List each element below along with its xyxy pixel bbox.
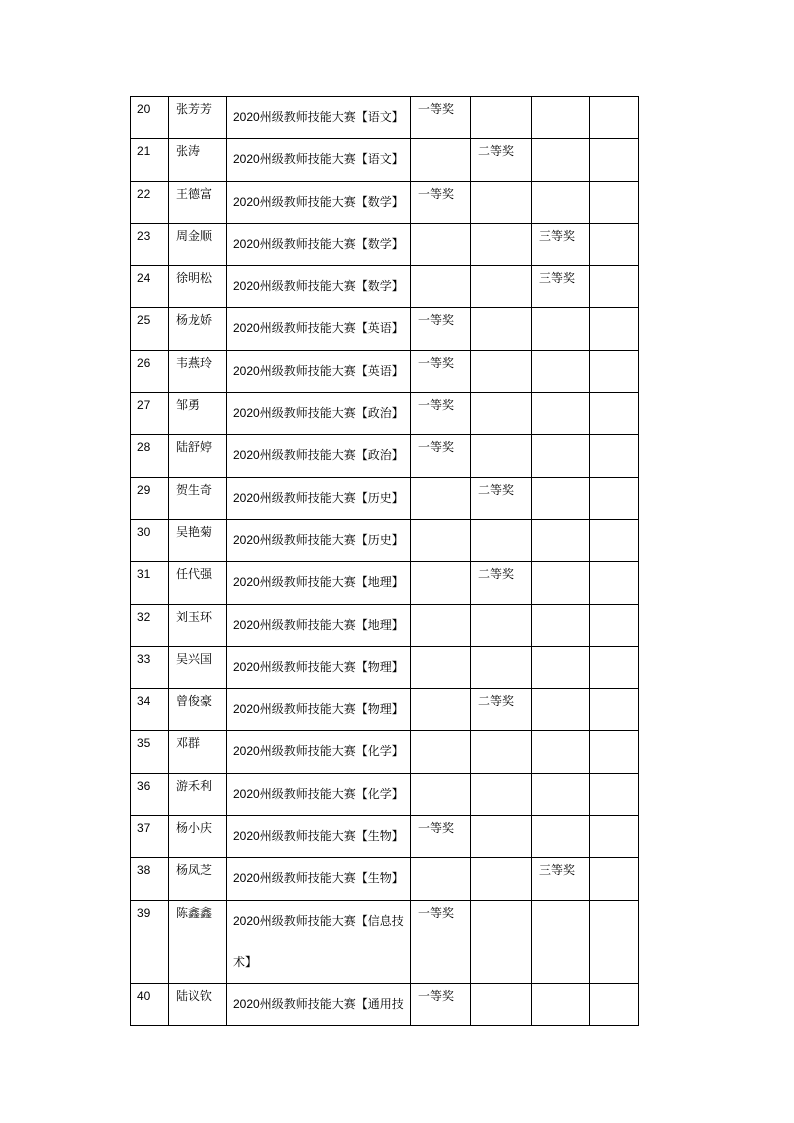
teacher-name-cell: 刘玉环 bbox=[169, 604, 227, 646]
blank-cell bbox=[590, 689, 639, 731]
row-number-cell: 32 bbox=[131, 604, 169, 646]
third-prize-cell bbox=[532, 97, 590, 139]
third-prize-cell bbox=[532, 393, 590, 435]
blank-cell bbox=[590, 181, 639, 223]
third-prize-cell bbox=[532, 646, 590, 688]
competition-event-cell: 2020州级教师技能大赛【生物】 bbox=[227, 858, 411, 900]
competition-event-cell: 2020州级教师技能大赛【数学】 bbox=[227, 223, 411, 265]
row-number-cell: 30 bbox=[131, 519, 169, 561]
competition-event-cell: 2020州级教师技能大赛【历史】 bbox=[227, 519, 411, 561]
table-row bbox=[131, 646, 639, 688]
first-prize-cell: 一等奖 bbox=[411, 393, 471, 435]
blank-cell bbox=[590, 519, 639, 561]
table-row bbox=[131, 900, 639, 983]
row-number-cell: 23 bbox=[131, 223, 169, 265]
second-prize-cell bbox=[471, 604, 532, 646]
third-prize-cell: 三等奖 bbox=[532, 223, 590, 265]
third-prize-cell bbox=[532, 816, 590, 858]
second-prize-cell: 二等奖 bbox=[471, 139, 532, 181]
row-number-cell: 40 bbox=[131, 983, 169, 1025]
teacher-name-cell: 任代强 bbox=[169, 562, 227, 604]
table-row bbox=[131, 139, 639, 181]
third-prize-cell bbox=[532, 139, 590, 181]
row-number-cell: 25 bbox=[131, 308, 169, 350]
first-prize-cell bbox=[411, 858, 471, 900]
table-row bbox=[131, 519, 639, 561]
third-prize-cell bbox=[532, 689, 590, 731]
third-prize-cell bbox=[532, 731, 590, 773]
row-number-cell: 39 bbox=[131, 900, 169, 983]
teacher-name-cell: 游禾利 bbox=[169, 773, 227, 815]
second-prize-cell bbox=[471, 435, 532, 477]
row-number-cell: 20 bbox=[131, 97, 169, 139]
third-prize-cell: 三等奖 bbox=[532, 266, 590, 308]
first-prize-cell bbox=[411, 689, 471, 731]
second-prize-cell bbox=[471, 350, 532, 392]
table-row bbox=[131, 223, 639, 265]
blank-cell bbox=[590, 223, 639, 265]
second-prize-cell bbox=[471, 858, 532, 900]
first-prize-cell: 一等奖 bbox=[411, 435, 471, 477]
teacher-name-cell: 周金顺 bbox=[169, 223, 227, 265]
table-row bbox=[131, 181, 639, 223]
table-row bbox=[131, 350, 639, 392]
blank-cell bbox=[590, 435, 639, 477]
row-number-cell: 37 bbox=[131, 816, 169, 858]
first-prize-cell bbox=[411, 139, 471, 181]
third-prize-cell bbox=[532, 350, 590, 392]
third-prize-cell bbox=[532, 773, 590, 815]
blank-cell bbox=[590, 731, 639, 773]
first-prize-cell bbox=[411, 519, 471, 561]
second-prize-cell: 二等奖 bbox=[471, 689, 532, 731]
third-prize-cell bbox=[532, 181, 590, 223]
blank-cell bbox=[590, 604, 639, 646]
third-prize-cell bbox=[532, 477, 590, 519]
table-row bbox=[131, 97, 639, 139]
third-prize-cell bbox=[532, 308, 590, 350]
competition-event-cell: 2020州级教师技能大赛【语文】 bbox=[227, 97, 411, 139]
table-row bbox=[131, 773, 639, 815]
first-prize-cell bbox=[411, 266, 471, 308]
second-prize-cell bbox=[471, 266, 532, 308]
table-row bbox=[131, 816, 639, 858]
third-prize-cell bbox=[532, 983, 590, 1025]
blank-cell bbox=[590, 308, 639, 350]
second-prize-cell bbox=[471, 308, 532, 350]
teacher-name-cell: 吴兴国 bbox=[169, 646, 227, 688]
row-number-cell: 21 bbox=[131, 139, 169, 181]
first-prize-cell bbox=[411, 646, 471, 688]
teacher-name-cell: 韦燕玲 bbox=[169, 350, 227, 392]
teacher-name-cell: 曾俊豪 bbox=[169, 689, 227, 731]
competition-event-cell: 2020州级教师技能大赛【地理】 bbox=[227, 604, 411, 646]
teacher-name-cell: 王德富 bbox=[169, 181, 227, 223]
first-prize-cell: 一等奖 bbox=[411, 816, 471, 858]
row-number-cell: 34 bbox=[131, 689, 169, 731]
table-row bbox=[131, 562, 639, 604]
competition-event-cell: 2020州级教师技能大赛【英语】 bbox=[227, 308, 411, 350]
second-prize-cell bbox=[471, 646, 532, 688]
competition-event-cell: 2020州级教师技能大赛【数学】 bbox=[227, 266, 411, 308]
third-prize-cell bbox=[532, 604, 590, 646]
competition-event-cell: 2020州级教师技能大赛【物理】 bbox=[227, 646, 411, 688]
first-prize-cell: 一等奖 bbox=[411, 181, 471, 223]
table-row bbox=[131, 308, 639, 350]
third-prize-cell: 三等奖 bbox=[532, 858, 590, 900]
table-row bbox=[131, 266, 639, 308]
first-prize-cell: 一等奖 bbox=[411, 350, 471, 392]
competition-event-cell: 2020州级教师技能大赛【物理】 bbox=[227, 689, 411, 731]
teacher-name-cell: 陆议钦 bbox=[169, 983, 227, 1025]
competition-event-cell: 2020州级教师技能大赛【地理】 bbox=[227, 562, 411, 604]
blank-cell bbox=[590, 646, 639, 688]
second-prize-cell bbox=[471, 983, 532, 1025]
table-row bbox=[131, 393, 639, 435]
teacher-name-cell: 邹勇 bbox=[169, 393, 227, 435]
award-table-body bbox=[131, 97, 639, 1026]
second-prize-cell bbox=[471, 900, 532, 983]
teacher-name-cell: 杨龙娇 bbox=[169, 308, 227, 350]
teacher-name-cell: 徐明松 bbox=[169, 266, 227, 308]
first-prize-cell: 一等奖 bbox=[411, 97, 471, 139]
second-prize-cell bbox=[471, 97, 532, 139]
row-number-cell: 31 bbox=[131, 562, 169, 604]
teacher-name-cell: 吴艳菊 bbox=[169, 519, 227, 561]
competition-event-cell: 2020州级教师技能大赛【历史】 bbox=[227, 477, 411, 519]
teacher-name-cell: 张芳芳 bbox=[169, 97, 227, 139]
row-number-cell: 24 bbox=[131, 266, 169, 308]
table-row bbox=[131, 731, 639, 773]
row-number-cell: 33 bbox=[131, 646, 169, 688]
table-row bbox=[131, 689, 639, 731]
row-number-cell: 29 bbox=[131, 477, 169, 519]
competition-event-cell: 2020州级教师技能大赛【语文】 bbox=[227, 139, 411, 181]
blank-cell bbox=[590, 266, 639, 308]
teacher-name-cell: 邓群 bbox=[169, 731, 227, 773]
competition-event-cell: 2020州级教师技能大赛【政治】 bbox=[227, 393, 411, 435]
row-number-cell: 27 bbox=[131, 393, 169, 435]
competition-event-cell: 2020州级教师技能大赛【数学】 bbox=[227, 181, 411, 223]
row-number-cell: 22 bbox=[131, 181, 169, 223]
third-prize-cell bbox=[532, 562, 590, 604]
blank-cell bbox=[590, 350, 639, 392]
teacher-name-cell: 贺生奇 bbox=[169, 477, 227, 519]
third-prize-cell bbox=[532, 435, 590, 477]
competition-event-cell: 2020州级教师技能大赛【化学】 bbox=[227, 773, 411, 815]
blank-cell bbox=[590, 858, 639, 900]
competition-event-cell: 2020州级教师技能大赛【通用技 bbox=[227, 983, 411, 1025]
blank-cell bbox=[590, 562, 639, 604]
table-row bbox=[131, 477, 639, 519]
award-table bbox=[130, 96, 639, 1026]
competition-event-cell: 2020州级教师技能大赛【化学】 bbox=[227, 731, 411, 773]
row-number-cell: 28 bbox=[131, 435, 169, 477]
first-prize-cell bbox=[411, 477, 471, 519]
first-prize-cell bbox=[411, 604, 471, 646]
row-number-cell: 35 bbox=[131, 731, 169, 773]
blank-cell bbox=[590, 773, 639, 815]
first-prize-cell bbox=[411, 731, 471, 773]
second-prize-cell bbox=[471, 773, 532, 815]
blank-cell bbox=[590, 139, 639, 181]
table-row bbox=[131, 435, 639, 477]
competition-event-cell: 2020州级教师技能大赛【生物】 bbox=[227, 816, 411, 858]
first-prize-cell bbox=[411, 223, 471, 265]
second-prize-cell bbox=[471, 393, 532, 435]
blank-cell bbox=[590, 393, 639, 435]
blank-cell bbox=[590, 477, 639, 519]
first-prize-cell: 一等奖 bbox=[411, 900, 471, 983]
table-row bbox=[131, 983, 639, 1025]
table-row bbox=[131, 858, 639, 900]
first-prize-cell: 一等奖 bbox=[411, 983, 471, 1025]
row-number-cell: 26 bbox=[131, 350, 169, 392]
blank-cell bbox=[590, 97, 639, 139]
second-prize-cell bbox=[471, 181, 532, 223]
first-prize-cell bbox=[411, 562, 471, 604]
row-number-cell: 38 bbox=[131, 858, 169, 900]
blank-cell bbox=[590, 983, 639, 1025]
first-prize-cell bbox=[411, 773, 471, 815]
third-prize-cell bbox=[532, 519, 590, 561]
second-prize-cell: 二等奖 bbox=[471, 562, 532, 604]
teacher-name-cell: 杨凤芝 bbox=[169, 858, 227, 900]
teacher-name-cell: 陈鑫鑫 bbox=[169, 900, 227, 983]
competition-event-cell: 2020州级教师技能大赛【政治】 bbox=[227, 435, 411, 477]
competition-event-cell: 2020州级教师技能大赛【信息技术】 bbox=[227, 900, 411, 983]
blank-cell bbox=[590, 816, 639, 858]
teacher-name-cell: 张涛 bbox=[169, 139, 227, 181]
second-prize-cell: 二等奖 bbox=[471, 477, 532, 519]
second-prize-cell bbox=[471, 731, 532, 773]
first-prize-cell: 一等奖 bbox=[411, 308, 471, 350]
third-prize-cell bbox=[532, 900, 590, 983]
second-prize-cell bbox=[471, 519, 532, 561]
blank-cell bbox=[590, 900, 639, 983]
teacher-name-cell: 陆舒婷 bbox=[169, 435, 227, 477]
second-prize-cell bbox=[471, 816, 532, 858]
table-row bbox=[131, 604, 639, 646]
row-number-cell: 36 bbox=[131, 773, 169, 815]
teacher-name-cell: 杨小庆 bbox=[169, 816, 227, 858]
second-prize-cell bbox=[471, 223, 532, 265]
competition-event-cell: 2020州级教师技能大赛【英语】 bbox=[227, 350, 411, 392]
